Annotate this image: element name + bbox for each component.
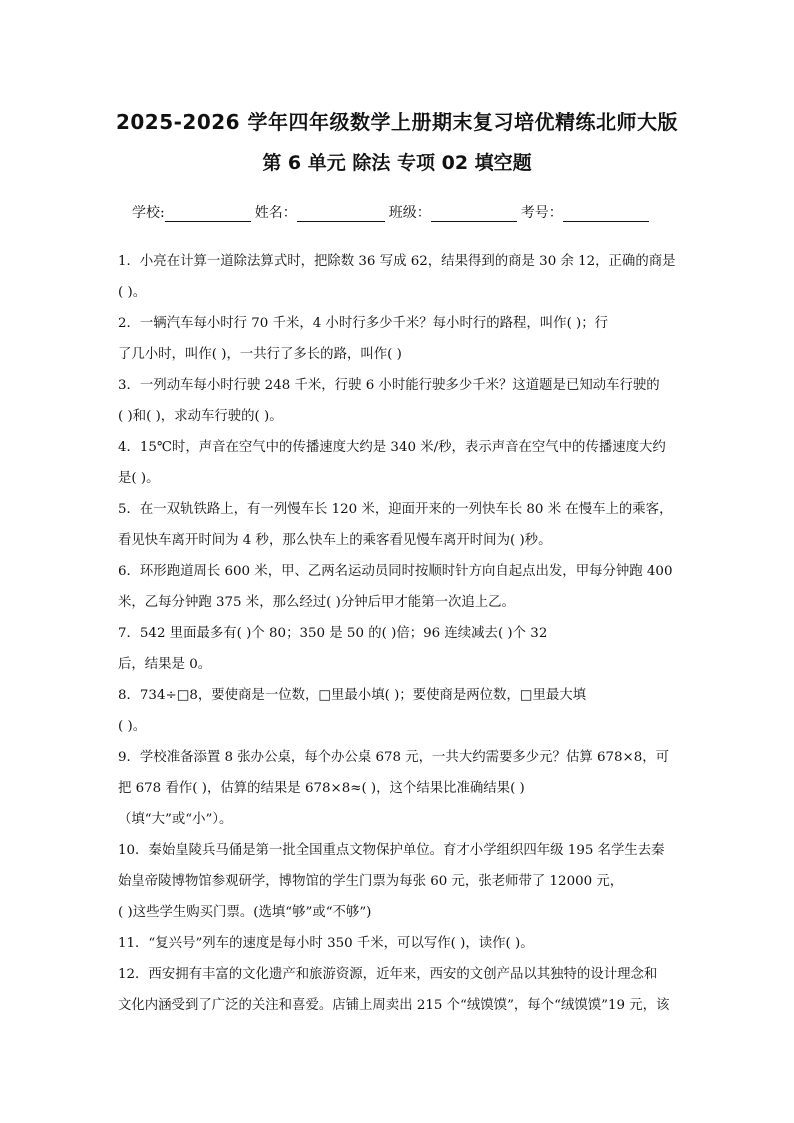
question-5	[118, 494, 678, 556]
question-11	[118, 928, 678, 959]
question-line: 看见快车离开时间为 4 秒，那么快车上的乘客看见慢车离开时间为( )秒。	[118, 533, 552, 548]
question-6	[118, 556, 678, 618]
exam-number-label: 考号：	[520, 205, 563, 221]
class-blank[interactable]	[431, 205, 517, 222]
question-8	[118, 680, 678, 742]
question-line: 11．“复兴号”列车的速度是每小时 350 千米，可以写作( )，读作( )。	[118, 936, 534, 951]
question-line: 文化内涵受到了广泛的关注和喜爱。店铺上周卖出 215 个“绒馍馍”，每个“绒馍馍”19 元，该	[118, 998, 670, 1013]
question-7	[118, 618, 678, 680]
question-4	[118, 432, 678, 494]
question-9	[118, 742, 678, 835]
question-line: 4．15℃时，声音在空气中的传播速度大约是 340 米/秒，表示声音在空气中的传播速度大约	[118, 440, 666, 455]
question-line: 7．542 里面最多有( )个 80；350 是 50 的( )倍；96 连续减去( )个 32	[118, 626, 548, 641]
question-line: ( )。	[118, 285, 147, 300]
name-blank[interactable]	[297, 205, 385, 222]
question-2	[118, 308, 678, 370]
question-line: 6．环形跑道周长 600 米，甲、乙两名运动员同时按顺时针方向自起点出发，甲每分钟跑 400	[118, 564, 673, 579]
question-line: 8．734÷□8，要使商是一位数，□里最小填( )；要使商是两位数，□里最大填	[118, 688, 587, 703]
question-line: ( )和( )，求动车行驶的( )。	[118, 409, 283, 424]
question-line: 3．一列动车每小时行驶 248 千米，行驶 6 小时能行驶多少千米？这道题是已知动车行驶的	[118, 378, 660, 393]
school-blank[interactable]	[165, 205, 251, 222]
page-title: 2025-2026 学年四年级数学上册期末复习培优精练北师大版	[115, 110, 679, 134]
question-line: 12．西安拥有丰富的文化遗产和旅游资源，近年来，西安的文创产品以其独特的设计理念和	[118, 967, 658, 982]
question-10	[118, 835, 678, 928]
question-3	[118, 370, 678, 432]
question-line: ( )。	[118, 719, 147, 734]
question-12	[118, 959, 678, 1021]
exam-number-blank[interactable]	[563, 205, 649, 222]
question-line: 始皇帝陵博物馆参观研学，博物馆的学生门票为每张 60 元，张老师带了 12000 元，	[118, 874, 624, 889]
question-line: 1．小亮在计算一道除法算式时，把除数 36 写成 62，结果得到的商是 30 余 12，正确的商是	[118, 254, 676, 269]
school-label: 学校:	[132, 205, 165, 221]
question-line: 是( )。	[118, 471, 160, 486]
page-subtitle: 第 6 单元 除法 专项 02 填空题	[262, 152, 532, 174]
question-line: 把 678 看作( )，估算的结果是 678×8≈( )，这个结果比准确结果( )	[118, 781, 525, 796]
question-line: 2．一辆汽车每小时行 70 千米，4 小时行多少千米？每小时行的路程，叫作( )；行	[118, 316, 609, 331]
student-info-row	[132, 202, 653, 222]
question-line: 了几小时，叫作( )，一共行了多长的路，叫作( )	[118, 347, 402, 362]
question-line: ( )这些学生购买门票。(选填“够”或“不够”)	[118, 905, 372, 920]
question-line: （填“大”或“小”）。	[118, 812, 233, 827]
question-line: 9．学校准备添置 8 张办公桌，每个办公桌 678 元，一共大约需要多少元？估算 678×8，可	[118, 750, 670, 765]
question-line: 5．在一双轨铁路上，有一列慢车长 120 米，迎面开来的一列快车长 80 米 在慢车上的乘客，	[118, 502, 673, 517]
question-1	[118, 246, 678, 308]
question-list	[118, 246, 678, 1021]
question-line: 米，乙每分钟跑 375 米，那么经过( )分钟后甲才能第一次追上乙。	[118, 595, 515, 610]
class-label: 班级：	[388, 205, 431, 221]
question-line: 10．秦始皇陵兵马俑是第一批全国重点文物保护单位。育才小学组织四年级 195 名学生去秦	[118, 843, 665, 858]
name-label: 姓名：	[254, 205, 297, 221]
question-line: 后，结果是 0。	[118, 657, 212, 672]
